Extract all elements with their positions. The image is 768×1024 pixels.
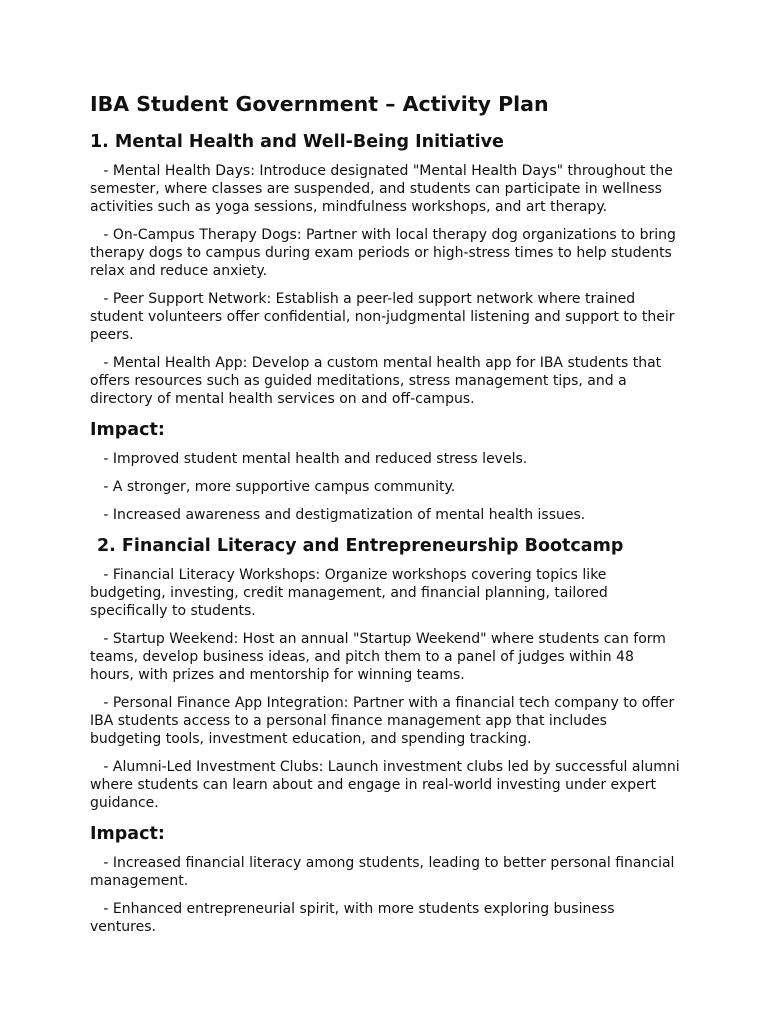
impact-heading: Impact: [90, 824, 165, 844]
list-item: - Mental Health Days: Introduce designated "Mental Health Days" throughout the semester, where classes are suspended, and students can participate in wellness activities such as yoga sessions, mindfulness workshops, and art therapy. [90, 163, 673, 215]
section-heading-mental-health: 1. Mental Health and Well-Being Initiative [90, 132, 504, 152]
impact-heading: Impact: [90, 420, 165, 440]
section-heading-financial-literacy: 2. Financial Literacy and Entrepreneurship Bootcamp [97, 536, 624, 556]
impact-item: - Enhanced entrepreneurial spirit, with more students exploring business ventures. [90, 901, 615, 935]
list-item: - Financial Literacy Workshops: Organize workshops covering topics like budgeting, investing, credit management, and financial planning, tailored specifically to students. [90, 567, 608, 619]
impact-item: - A stronger, more supportive campus community. [103, 479, 456, 495]
list-item: - Startup Weekend: Host an annual "Startup Weekend" where students can form teams, develop business ideas, and pitch them to a panel of judges within 48 hours, with prizes and mentorship for winning teams. [90, 631, 666, 683]
impact-item: - Increased awareness and destigmatization of mental health issues. [103, 507, 586, 523]
list-item: - Personal Finance App Integration: Partner with a financial tech company to offer IBA students access to a personal finance management app that includes budgeting tools, investment education, and spending tracking. [90, 695, 675, 747]
impact-item: - Increased financial literacy among students, leading to better personal financial management. [90, 855, 675, 889]
impact-item: - Improved student mental health and reduced stress levels. [103, 451, 528, 467]
list-item: - Mental Health App: Develop a custom mental health app for IBA students that offers resources such as guided meditations, stress management tips, and a directory of mental health services on and off-campus. [90, 355, 662, 407]
list-item: - On-Campus Therapy Dogs: Partner with local therapy dog organizations to bring therapy dogs to campus during exam periods or high-stress times to help students relax and reduce anxiety. [90, 227, 676, 279]
document-title: IBA Student Government – Activity Plan [90, 92, 549, 116]
list-item: - Alumni-Led Investment Clubs: Launch investment clubs led by successful alumni where students can learn about and engage in real-world investing under expert guidance. [90, 759, 680, 811]
list-item: - Peer Support Network: Establish a peer-led support network where trained student volunteers offer confidential, non-judgmental listening and support to their peers. [90, 291, 675, 343]
